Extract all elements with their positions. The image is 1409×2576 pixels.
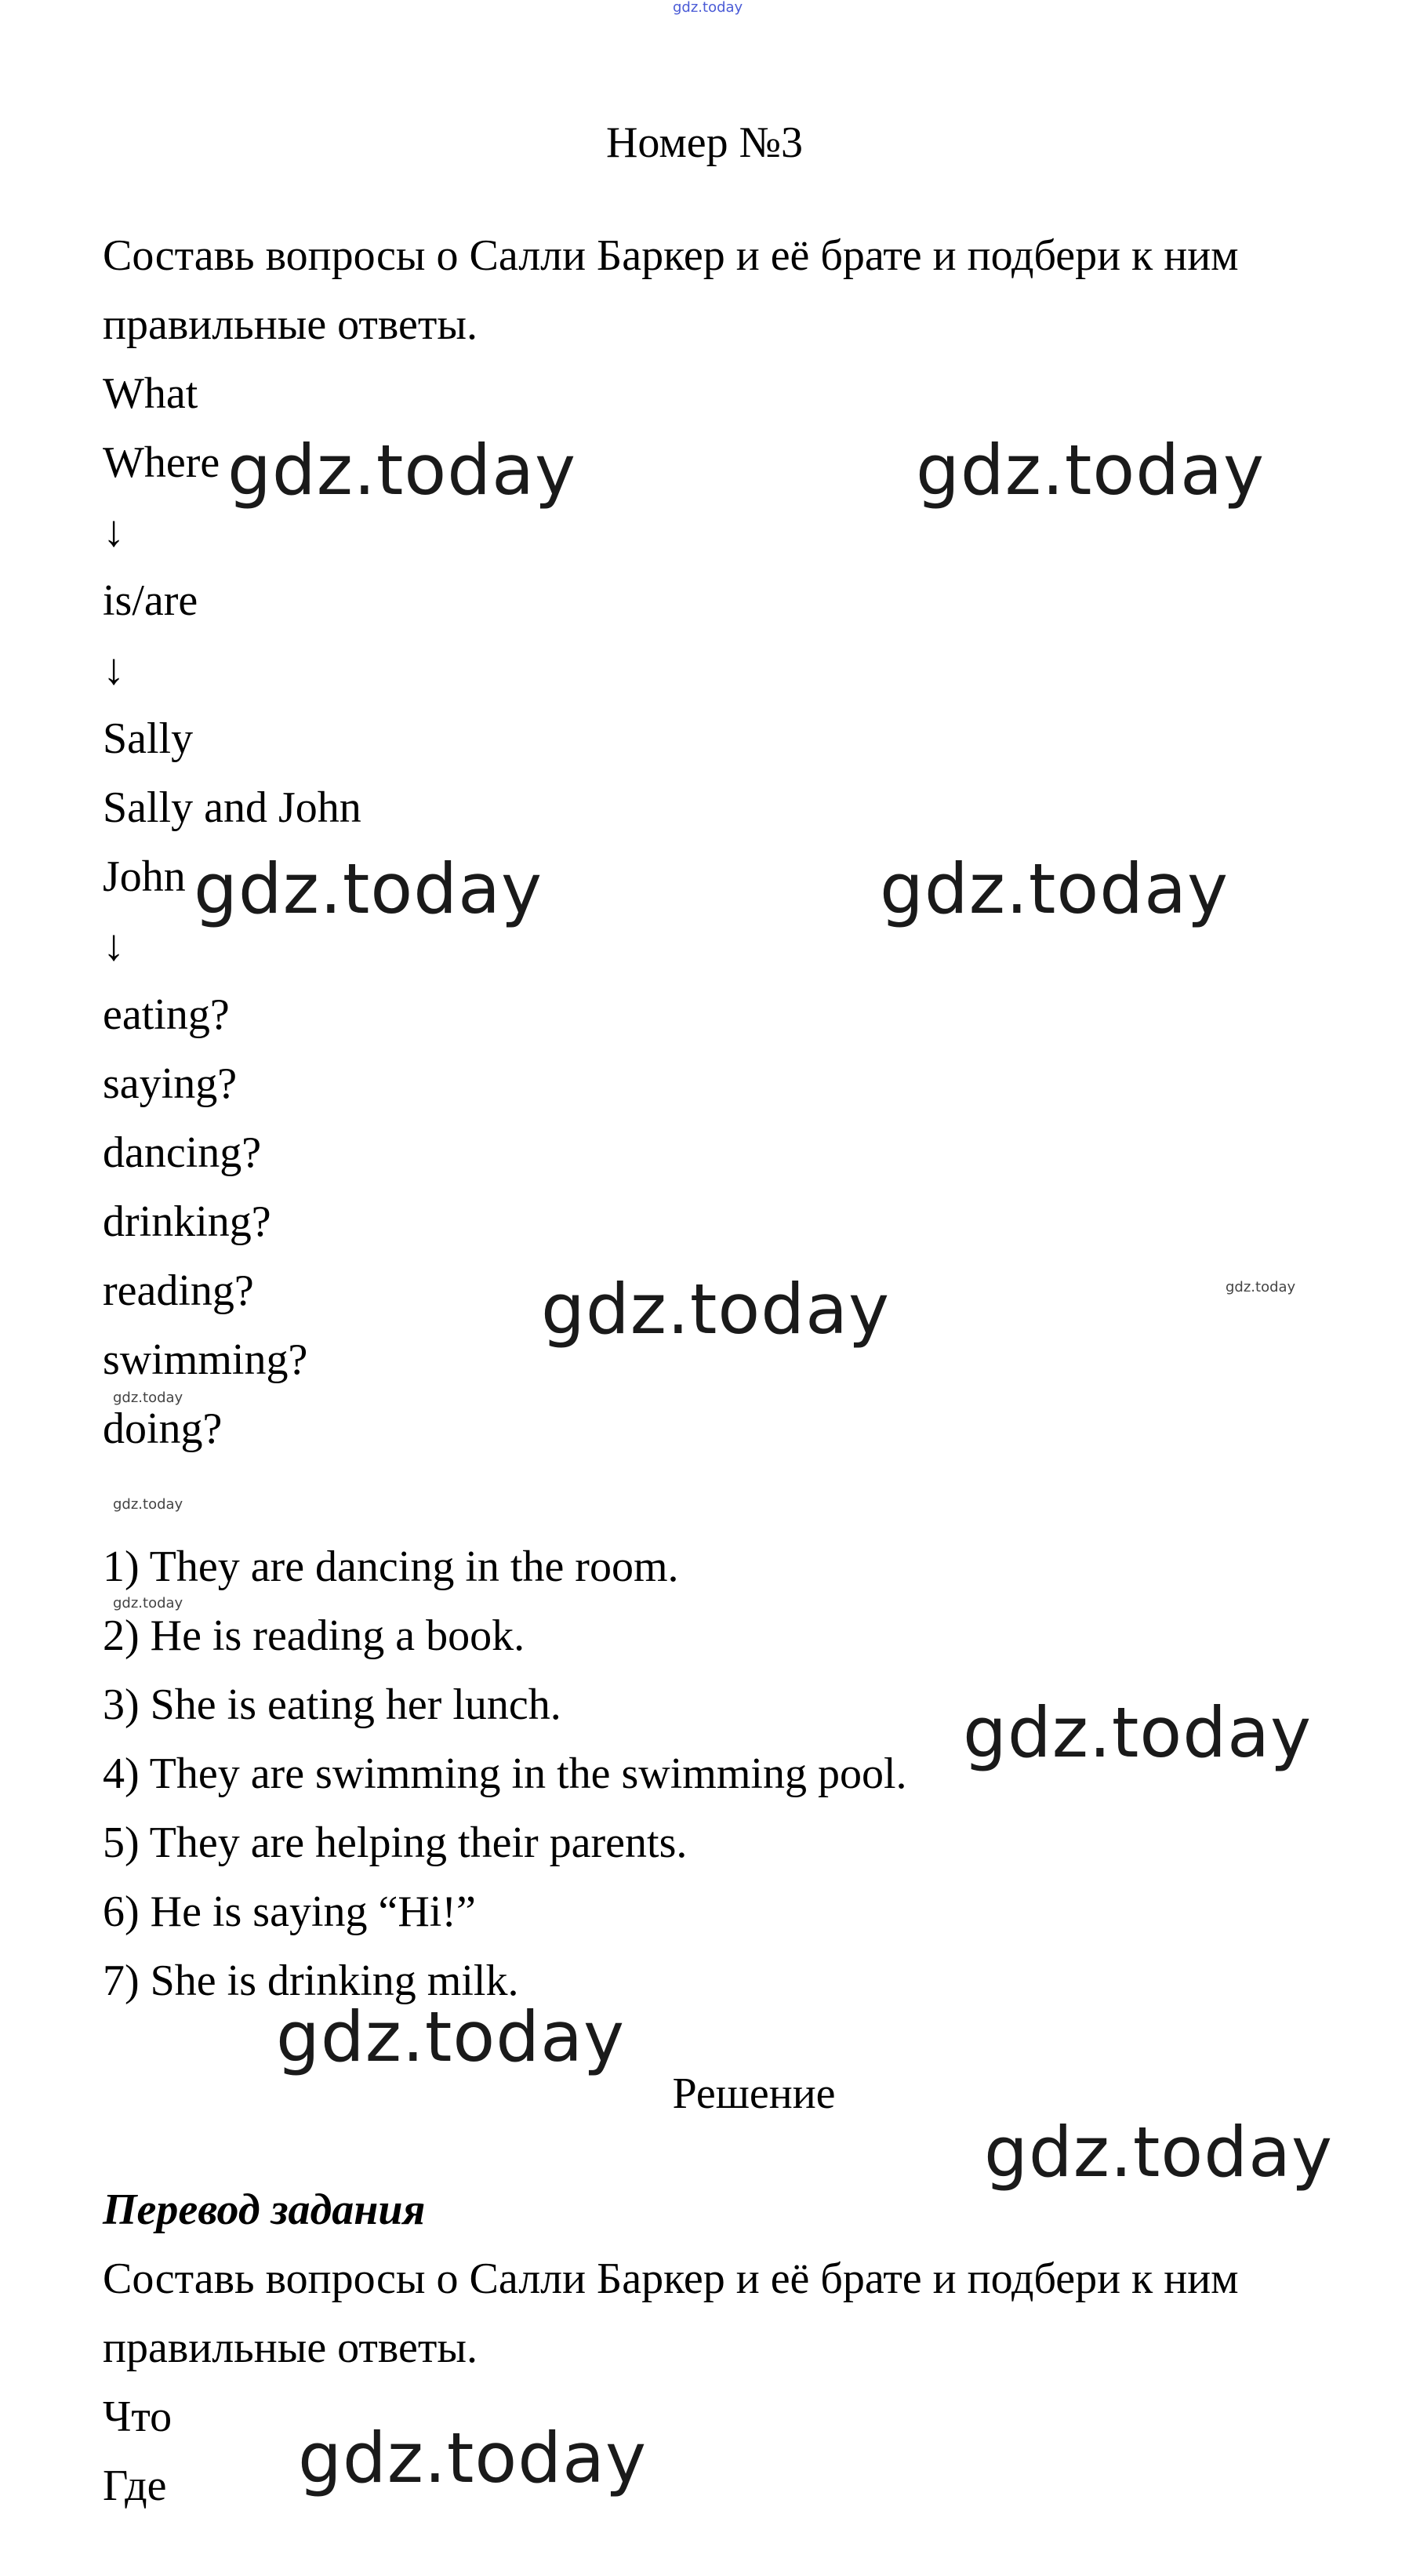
arrow-down-icon: ↓: [103, 921, 125, 970]
answer-1: 1) They are dancing in the room.: [103, 1542, 679, 1591]
word-sally-and-john: Sally and John: [103, 783, 361, 832]
translation-heading: Перевод задания: [103, 2185, 426, 2234]
watermark-top: gdz.today: [673, 0, 743, 16]
arrow-down-icon: ↓: [103, 507, 125, 556]
instruction-line-1: Составь вопросы о Салли Баркер и её брате и подбери к ним: [103, 231, 1239, 280]
answer-7: 7) She is drinking milk.: [103, 1957, 519, 2005]
word-saying: saying?: [103, 1059, 238, 1108]
word-drinking: drinking?: [103, 1197, 271, 1246]
watermark: gdz.today: [984, 2112, 1334, 2193]
instruction-line-2: правильные ответы.: [103, 300, 478, 349]
translation-line-2: правильные ответы.: [103, 2323, 478, 2372]
watermark: gdz.today: [916, 430, 1266, 510]
watermark: gdz.today: [880, 848, 1229, 929]
answer-4: 4) They are swimming in the swimming pool.: [103, 1749, 907, 1798]
watermark: gdz.today: [194, 848, 543, 929]
watermark-small: gdz.today: [113, 1390, 183, 1406]
solution-heading: Решение: [672, 2069, 836, 2118]
word-what: What: [103, 369, 198, 418]
word-eating: eating?: [103, 990, 230, 1039]
watermark-small: gdz.today: [113, 1496, 183, 1513]
word-reading: reading?: [103, 1266, 254, 1315]
watermark: gdz.today: [227, 430, 577, 510]
word-is-are: is/are: [103, 576, 198, 625]
word-gde: Где: [103, 2462, 167, 2510]
word-swimming: swimming?: [103, 1335, 308, 1384]
task-title: Номер №3: [605, 118, 804, 167]
watermark: gdz.today: [298, 2418, 648, 2498]
watermark-small: gdz.today: [1226, 1279, 1296, 1295]
watermark: gdz.today: [963, 1692, 1313, 1773]
answer-3: 3) She is eating her lunch.: [103, 1680, 561, 1729]
answer-5: 5) They are helping their parents.: [103, 1818, 688, 1867]
arrow-down-icon: ↓: [103, 645, 125, 694]
word-john: John: [103, 852, 186, 901]
word-dancing: dancing?: [103, 1128, 262, 1177]
watermark: gdz.today: [276, 1996, 626, 2077]
word-chto: Что: [103, 2393, 172, 2441]
answer-6: 6) He is saying “Hi!”: [103, 1887, 476, 1936]
translation-line-1: Составь вопросы о Салли Баркер и её брате и подбери к ним: [103, 2254, 1239, 2303]
answer-2: 2) He is reading a book.: [103, 1611, 525, 1660]
watermark-small: gdz.today: [113, 1595, 183, 1611]
word-where: Where: [103, 438, 220, 487]
word-doing: doing?: [103, 1404, 223, 1453]
word-sally: Sally: [103, 714, 194, 763]
watermark: gdz.today: [541, 1269, 891, 1350]
